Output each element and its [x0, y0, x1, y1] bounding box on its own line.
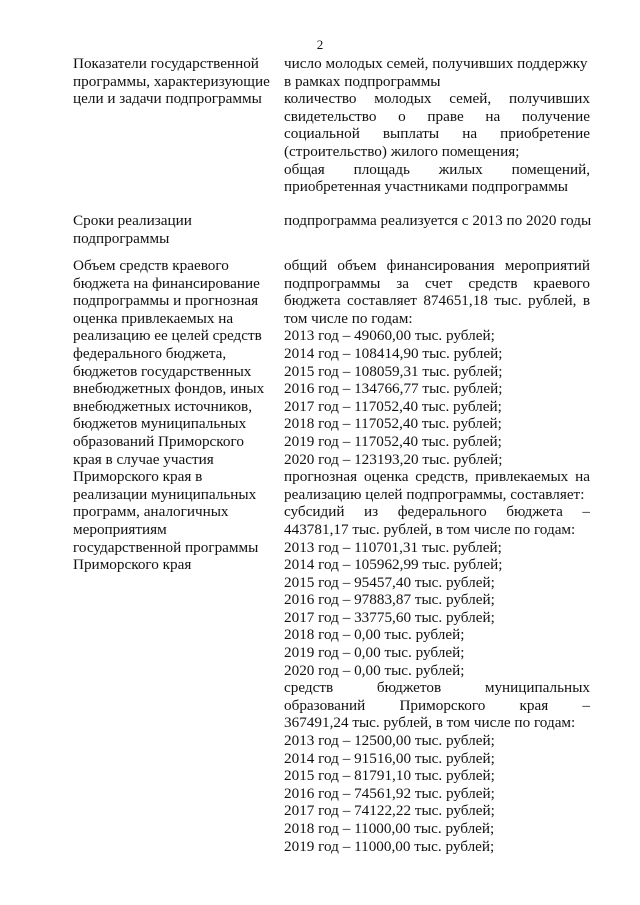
label-line: программ, аналогичных [73, 503, 229, 521]
label-line: Объем средств краевого [73, 257, 229, 274]
content-line: 443781,17 тыс. рублей, в том числе по годам: [284, 520, 576, 538]
content-line: 2014 год – 108414,90 тыс. рублей; [284, 344, 503, 362]
content-line: субсидий из федерального бюджета – [284, 503, 590, 521]
content-line: 2018 год – 0,00 тыс. рублей; [284, 626, 465, 644]
label-line: внебюджетных источников, [73, 397, 253, 415]
content-line: 2017 год – 74122,22 тыс. рублей; [284, 802, 495, 820]
content-line: 2017 год – 33775,60 тыс. рублей; [284, 608, 495, 626]
label-line: программы, характеризующие [73, 72, 270, 90]
content-line: 2015 год – 108059,31 тыс. рублей; [284, 362, 503, 380]
content-line: подпрограммы за счет средств краевого [284, 274, 590, 292]
content-line: социальной выплаты на приобретение [284, 125, 590, 143]
content-line: 2020 год – 123193,20 тыс. рублей; [284, 450, 503, 468]
row-1-label [73, 55, 268, 108]
content-line: 2016 год – 74561,92 тыс. рублей; [284, 784, 495, 802]
content-line: приобретенная участниками подпрограммы [284, 178, 569, 196]
content-line: (строительство) жилого помещения; [284, 142, 520, 160]
content-line: 2017 год – 117052,40 тыс. рублей; [284, 397, 502, 415]
content-line: 2013 год – 110701,31 тыс. рублей; [284, 538, 502, 556]
content-line: общий объем финансирования мероприятий [284, 257, 590, 274]
label-line: Сроки реализации [73, 212, 192, 229]
label-line: государственной программы [73, 538, 259, 556]
label-line: подпрограммы [73, 229, 170, 247]
row-2-content [284, 212, 590, 230]
label-line: Показатели государственной [73, 55, 259, 72]
label-line: образований Приморского [73, 432, 244, 450]
content-line: число молодых семей, получивших поддержку [284, 55, 588, 72]
label-line: края в случае участия [73, 450, 214, 468]
content-line: прогнозная оценка средств, привлекаемых на [284, 468, 590, 486]
content-line: 367491,24 тыс. рублей, в том числе по годам: [284, 714, 576, 732]
label-line: подпрограммы и прогнозная [73, 292, 259, 310]
content-line: 2013 год – 12500,00 тыс. рублей; [284, 732, 495, 750]
content-line: реализацию целей подпрограммы, составляет: [284, 485, 585, 503]
label-line: бюджетов государственных [73, 362, 252, 380]
label-line: реализацию ее целей средств [73, 327, 262, 345]
row-1-content [284, 55, 590, 196]
content-line: средств бюджетов муниципальных [284, 679, 590, 697]
content-line: 2015 год – 81791,10 тыс. рублей; [284, 767, 495, 785]
content-line: том числе по годам: [284, 309, 413, 327]
label-line: федерального бюджета, [73, 344, 227, 362]
content-line: 2019 год – 0,00 тыс. рублей; [284, 644, 465, 662]
content-line: 2020 год – 0,00 тыс. рублей; [284, 661, 465, 679]
label-line: внебюджетных фондов, иных [73, 380, 265, 398]
content-line: 2016 год – 134766,77 тыс. рублей; [284, 380, 503, 398]
page-number: 2 [316, 37, 324, 52]
label-line: реализации муниципальных [73, 485, 257, 503]
content-line: 2018 год – 11000,00 тыс. рублей; [284, 820, 495, 837]
content-line: 2019 год – 117052,40 тыс. рублей; [284, 432, 502, 450]
label-line: мероприятиям [73, 520, 167, 538]
row-3-content [284, 257, 590, 855]
label-line: бюджета на финансирование [73, 274, 260, 292]
row-3-label [73, 257, 268, 574]
content-line: образований Приморского края – [284, 696, 590, 714]
content-line: бюджета составляет 874651,18 тыс. рублей, в [284, 292, 590, 310]
content-line: в рамках подпрограммы [284, 72, 441, 90]
label-line: оценка привлекаемых на [73, 309, 234, 327]
content-line: свидетельство о праве на получение [284, 107, 590, 125]
label-line: бюджетов муниципальных [73, 415, 247, 433]
label-line: цели и задачи подпрограммы [73, 90, 262, 108]
content-line: подпрограмма реализуется с 2013 по 2020 годы [284, 212, 592, 229]
content-line: 2014 год – 91516,00 тыс. рублей; [284, 749, 495, 767]
content-line: 2013 год – 49060,00 тыс. рублей; [284, 327, 495, 345]
row-2-label [73, 212, 268, 247]
label-line: Приморского края [73, 556, 192, 574]
content-line: 2016 год – 97883,87 тыс. рублей; [284, 591, 495, 609]
content-line: 2015 год – 95457,40 тыс. рублей; [284, 573, 495, 591]
content-line: общая площадь жилых помещений, [284, 160, 590, 178]
content-line: 2018 год – 117052,40 тыс. рублей; [284, 415, 502, 433]
label-line: Приморского края в [73, 468, 203, 486]
content-line: 2014 год – 105962,99 тыс. рублей; [284, 556, 503, 574]
content-line: 2019 год – 11000,00 тыс. рублей; [284, 837, 495, 855]
content-line: количество молодых семей, получивших [284, 90, 590, 108]
